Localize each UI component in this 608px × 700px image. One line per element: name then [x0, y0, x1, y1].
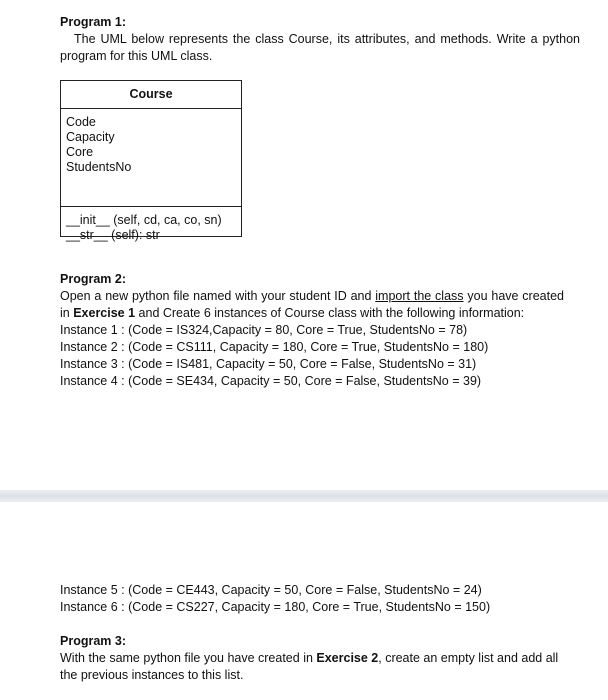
- program2-continued: [60, 582, 564, 616]
- instance-line: Instance 2 : (Code = CS111, Capacity = 180, Core = True, StudentsNo = 180): [60, 340, 489, 354]
- uml-method: __str__ (self): str: [66, 228, 160, 242]
- program2-intro-c: and Create 6 instances of Course class with the following information:: [135, 306, 525, 320]
- exercise2-ref: Exercise 2: [316, 651, 379, 665]
- exercise1-ref: Exercise 1: [73, 306, 136, 320]
- program3-text: [60, 650, 564, 684]
- uml-attribute: StudentsNo: [66, 160, 132, 174]
- uml-attributes: [61, 109, 241, 207]
- instance-line: Instance 5 : (Code = CE443, Capacity = 50, Core = False, StudentsNo = 24): [60, 583, 482, 597]
- import-class-link: import the class: [375, 289, 464, 303]
- uml-attribute: Capacity: [66, 130, 115, 144]
- page-break-band: [0, 490, 608, 502]
- program2-intro: [60, 288, 564, 322]
- instance-line: Instance 4 : (Code = SE434, Capacity = 50, Core = False, StudentsNo = 39): [60, 374, 482, 388]
- uml-method: __init__ (self, cd, ca, co, sn): [66, 213, 222, 227]
- program2-intro-a: Open a new python file named with your student ID and: [60, 289, 376, 303]
- uml-methods: [61, 207, 241, 243]
- program1-section: [60, 14, 580, 65]
- program2-title: Program 2:: [60, 272, 126, 286]
- program1-description: The UML below represents the class Course, its attributes, and methods. Write a python program for this UML class.: [60, 32, 580, 63]
- instance-line: Instance 6 : (Code = CS227, Capacity = 180, Core = True, StudentsNo = 150): [60, 600, 491, 614]
- program1-title: Program 1:: [60, 15, 126, 29]
- uml-attribute: Core: [66, 145, 94, 159]
- program3-section: [60, 633, 564, 684]
- program2-intro-b: you have created in: [60, 289, 565, 320]
- uml-class-name: Course: [61, 81, 241, 109]
- program3-text-a: With the same python file you have created in: [60, 651, 317, 665]
- program3-title: Program 3:: [60, 634, 126, 648]
- instance-line: Instance 1 : (Code = IS324,Capacity = 80, Core = True, StudentsNo = 78): [60, 323, 468, 337]
- program2-section: [60, 271, 564, 390]
- program3-text-b: , create an empty list and add all the previous instances to this list.: [60, 651, 559, 682]
- uml-attribute: Code: [66, 115, 96, 129]
- uml-class-diagram: [60, 80, 242, 242]
- instance-line: Instance 3 : (Code = IS481, Capacity = 50, Core = False, StudentsNo = 31): [60, 357, 477, 371]
